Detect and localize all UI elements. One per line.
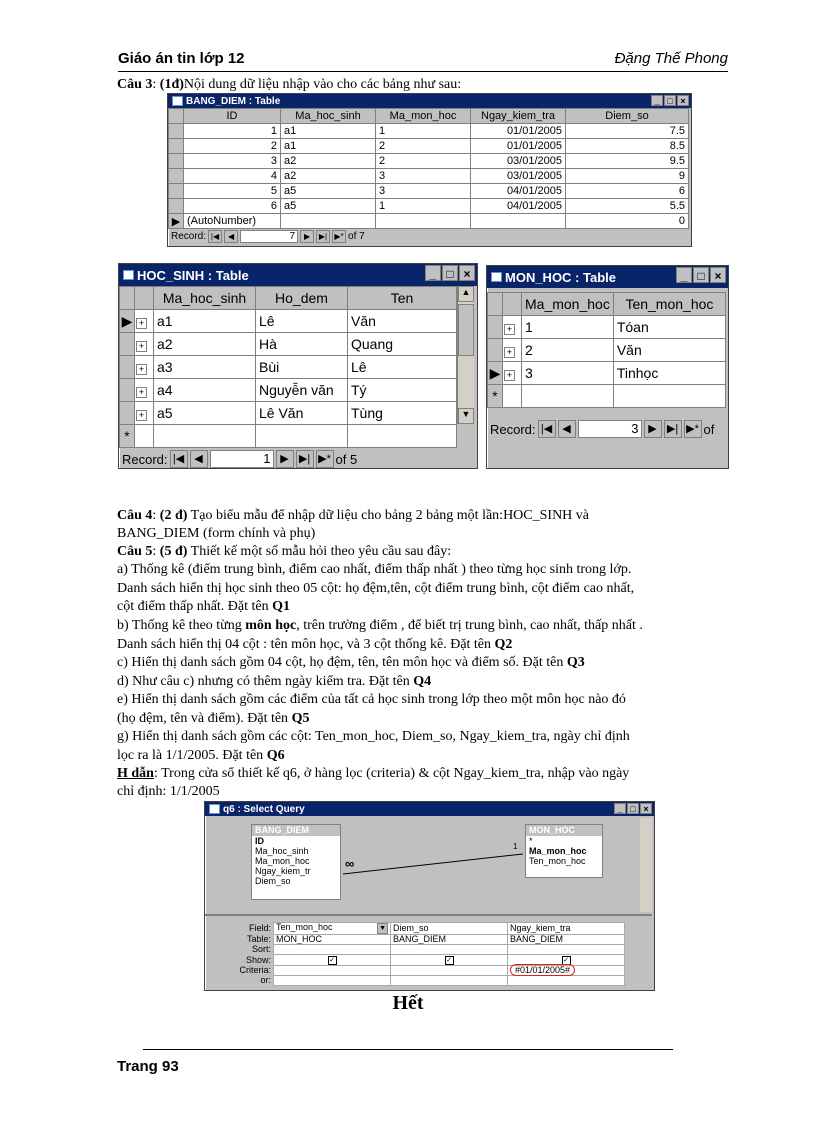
table-cell[interactable]: 3 [376, 184, 471, 199]
table-cell[interactable]: 5 [184, 184, 281, 199]
mon-hoc-field-list[interactable]: MON_HOC * Ma_mon_hoc Ten_mon_hoc [525, 824, 603, 878]
record-number-input[interactable]: 3 [578, 420, 642, 438]
text-line: Danh sách hiển thị học sinh theo 05 cột: họ đệm,tên, cột điểm trung bình, cột điểm cao nhất, [117, 581, 635, 596]
query-grid-cell[interactable] [508, 976, 625, 986]
table-row[interactable] [488, 339, 726, 362]
scroll-down-icon[interactable]: ▼ [458, 408, 474, 424]
text-line: cột điểm thấp nhất. Đặt tên Q1 [117, 599, 291, 614]
table-cell[interactable]: Văn [348, 310, 457, 333]
header-rule [118, 71, 728, 72]
table-cell[interactable]: Tùng [348, 402, 457, 425]
table-row[interactable] [169, 154, 689, 169]
many-side-icon: ∞ [345, 856, 355, 871]
query-grid-row [209, 966, 625, 976]
expand-icon[interactable]: + [135, 333, 154, 356]
first-record-icon[interactable]: |◀ [208, 230, 222, 243]
table-cell[interactable]: 4 [184, 169, 281, 184]
table-cell[interactable]: Nguyễn văn [256, 379, 348, 402]
bang-diem-titlebar [168, 94, 691, 108]
field-item[interactable]: ID [255, 836, 264, 846]
table-cell[interactable]: Văn [613, 339, 725, 362]
vertical-scrollbar[interactable] [457, 286, 474, 424]
table-icon [491, 272, 502, 282]
expand-icon[interactable]: + [135, 356, 154, 379]
new-row[interactable] [169, 214, 689, 229]
table-cell[interactable]: 3 [376, 169, 471, 184]
table-row[interactable] [169, 184, 689, 199]
next-record-icon[interactable]: ▶ [300, 230, 314, 243]
query-row-label: Criteria: [209, 966, 274, 976]
row-selector[interactable] [488, 339, 503, 362]
hoc-sinh-window [118, 263, 478, 469]
table-cell[interactable]: Lê Văn [256, 402, 348, 425]
query-grid-row [209, 923, 625, 935]
mon-hoc-record-nav: Record: |◀ ◀ 3 ▶ ▶| ▶* of [490, 421, 715, 437]
query-grid-cell[interactable] [508, 945, 625, 955]
query-table-pane [207, 818, 640, 912]
minimize-icon[interactable]: _ [676, 267, 692, 283]
table-cell[interactable]: Lê [256, 310, 348, 333]
row-selector[interactable] [120, 402, 135, 425]
next-record-icon[interactable]: ▶ [644, 420, 662, 438]
text-line: (họ đệm, tên và điểm). Đặt tên Q5 [117, 711, 310, 726]
checkbox-icon[interactable]: ✓ [563, 957, 569, 964]
table-cell[interactable]: Lê [348, 356, 457, 379]
table-cell[interactable]: Bùi [256, 356, 348, 379]
query-grid-cell[interactable]: BANG_DIEM [391, 935, 508, 945]
col-header[interactable]: Ten_mon_hoc [613, 293, 725, 316]
query-titlebar [205, 802, 654, 816]
bang-diem-field-list[interactable]: BANG_DIEM ID Ma_hoc_sinh Ma_mon_hoc Ngay_kiem_tr Diem_so [251, 824, 341, 900]
col-header[interactable]: Ten [348, 287, 457, 310]
vertical-scrollbar[interactable] [640, 818, 652, 912]
expand-icon[interactable]: + [503, 316, 522, 339]
maximize-icon[interactable]: □ [627, 803, 639, 814]
cau4-line2: BANG_DIEM (form chính và phụ) [117, 526, 316, 541]
relationship-line [339, 848, 529, 878]
col-header[interactable]: Diem_so [566, 109, 689, 124]
table-row[interactable] [488, 362, 726, 385]
current-row-icon[interactable]: ▶ [488, 362, 503, 385]
current-row-icon: ▶ [169, 214, 184, 229]
table-cell[interactable]: 3 [184, 154, 281, 169]
table-cell[interactable]: a2 [154, 333, 256, 356]
col-header[interactable]: Ma_hoc_sinh [281, 109, 376, 124]
query-grid-cell[interactable] [508, 966, 625, 976]
close-icon[interactable]: × [710, 267, 726, 283]
text-line: g) Hiển thị danh sách gồm các cột: Ten_mon_hoc, Diem_so, Ngay_kiem_tra, ngày chỉ định [117, 729, 630, 744]
maximize-icon[interactable]: □ [664, 95, 676, 106]
table-cell[interactable]: 1 [376, 124, 471, 139]
table-cell[interactable]: a3 [154, 356, 256, 379]
query-grid-row [209, 935, 625, 945]
query-row-label: or: [209, 976, 274, 986]
row-selector[interactable] [488, 316, 503, 339]
hoc-sinh-title: HOC_SINH : Table [137, 267, 249, 283]
query-row-label: Sort: [209, 945, 274, 955]
table-row[interactable] [169, 169, 689, 184]
table-cell[interactable]: 04/01/2005 [471, 184, 566, 199]
mon-hoc-title: MON_HOC : Table [505, 269, 616, 285]
table-cell[interactable]: 1 [376, 199, 471, 214]
row-selector[interactable] [120, 356, 135, 379]
record-number-input[interactable]: 1 [210, 450, 274, 468]
table-row[interactable] [169, 199, 689, 214]
query-grid-cell[interactable] [274, 955, 391, 966]
query-grid-cell[interactable] [274, 976, 391, 986]
hoc-sinh-record-nav: Record: |◀ ◀ 1 ▶ ▶| ▶* of 5 [122, 451, 358, 467]
expand-icon[interactable]: + [503, 362, 522, 385]
field-item[interactable]: Diem_so [255, 876, 291, 886]
table-icon [123, 270, 134, 280]
hoc-sinh-titlebar [119, 264, 477, 286]
query-grid-cell[interactable]: Ten_mon_hoc ▼ [274, 923, 391, 935]
new-row[interactable]: * [120, 425, 457, 448]
scroll-thumb[interactable] [458, 304, 474, 356]
table-cell[interactable] [281, 214, 376, 229]
minimize-icon[interactable]: _ [425, 265, 441, 281]
table-row[interactable] [120, 356, 457, 379]
bang-diem-record-nav: Record: |◀ ◀ 7 ▶ ▶| ▶* of 7 [171, 231, 365, 242]
table-cell[interactable]: 04/01/2005 [471, 199, 566, 214]
header-author: Đặng Thế Phong [614, 50, 728, 67]
prev-record-icon[interactable]: ◀ [224, 230, 238, 243]
col-header[interactable]: Ma_hoc_sinh [154, 287, 256, 310]
table-cell[interactable]: a1 [281, 139, 376, 154]
table-cell[interactable]: 5.5 [566, 199, 689, 214]
table-cell[interactable]: a5 [281, 184, 376, 199]
text-line: d) Như câu c) nhưng có thêm ngày kiểm tra. Đặt tên Q4 [117, 674, 432, 689]
table-cell[interactable]: 0 [566, 214, 689, 229]
text-line: e) Hiển thị danh sách gồm các điểm của tất cả học sinh trong lớp theo một môn học nào đó [117, 692, 626, 707]
table-cell[interactable]: 6 [566, 184, 689, 199]
new-record-icon[interactable]: ▶* [332, 230, 346, 243]
text-line: Danh sách hiển thị 04 cột : tên môn học, và 3 cột thống kê. Đặt tên Q2 [117, 637, 513, 652]
new-record-icon[interactable]: ▶* [684, 420, 702, 438]
query-title: q6 : Select Query [223, 803, 305, 815]
table-cell[interactable]: 01/01/2005 [471, 139, 566, 154]
table-cell[interactable] [376, 214, 471, 229]
prev-record-icon[interactable]: ◀ [190, 450, 208, 468]
table-cell[interactable]: a2 [281, 169, 376, 184]
query-grid-cell[interactable]: MON_HOC [274, 935, 391, 945]
field-item[interactable]: Ma_mon_hoc [529, 846, 587, 856]
field-item[interactable]: Ma_mon_hoc [255, 856, 310, 866]
footer-rule [143, 1049, 673, 1050]
table-cell[interactable]: a5 [154, 402, 256, 425]
expand-icon[interactable]: + [503, 339, 522, 362]
table-cell[interactable]: a2 [281, 154, 376, 169]
expand-icon[interactable]: + [135, 402, 154, 425]
text-line: a) Thống kê (điểm trung bình, điểm cao nhất, điểm thấp nhất ) theo từng học sinh trong lớp. [117, 562, 632, 577]
cau3-line: Câu 3: (1đ)Nội dung dữ liệu nhập vào cho các bảng như sau: [117, 77, 462, 92]
table-cell[interactable]: a5 [281, 199, 376, 214]
text-line: H dẫn: Trong cửa sổ thiết kế q6, ở hàng lọc (criteria) & cột Ngay_kiem_tra, nhập vào ngày [117, 766, 630, 781]
table-cell[interactable]: a1 [154, 310, 256, 333]
table-cell[interactable]: 6 [184, 199, 281, 214]
text-line: chỉ định: 1/1/2005 [117, 784, 220, 799]
field-item[interactable]: Ten_mon_hoc [529, 856, 586, 866]
text-line: lọc ra là 1/1/2005. Đặt tên Q6 [117, 748, 285, 763]
table-row[interactable] [488, 316, 726, 339]
last-record-icon[interactable]: ▶| [316, 230, 330, 243]
row-selector[interactable] [120, 333, 135, 356]
query-grid-cell[interactable]: BANG_DIEM [508, 935, 625, 945]
table-cell[interactable]: 9.5 [566, 154, 689, 169]
close-icon[interactable]: × [640, 803, 652, 814]
query-grid-cell[interactable] [391, 976, 508, 986]
table-cell[interactable]: Quang [348, 333, 457, 356]
cau4-line: Câu 4: (2 đ) Tạo biểu mẫu để nhập dữ liệu cho bảng 2 bảng một lần:HOC_SINH và [117, 508, 590, 523]
query-design-grid [209, 922, 625, 986]
table-cell[interactable] [471, 214, 566, 229]
field-item[interactable]: * [529, 836, 533, 846]
header-title: Giáo án tin lớp 12 [118, 50, 245, 67]
maximize-icon[interactable]: □ [442, 265, 458, 281]
last-record-icon[interactable]: ▶| [664, 420, 682, 438]
row-selector[interactable] [169, 154, 184, 169]
table-cell[interactable]: Hà [256, 333, 348, 356]
current-row-icon[interactable]: ▶ [120, 310, 135, 333]
table-cell[interactable]: 7.5 [566, 124, 689, 139]
query-grid-row [209, 976, 625, 986]
query-grid-cell[interactable] [391, 966, 508, 976]
field-item[interactable]: Ma_hoc_sinh [255, 846, 309, 856]
first-record-icon[interactable]: |◀ [538, 420, 556, 438]
end-label: Hết [392, 992, 424, 1014]
minimize-icon[interactable]: _ [651, 95, 663, 106]
table-cell[interactable]: 2 [376, 139, 471, 154]
expand-icon[interactable]: + [135, 310, 154, 333]
field-item[interactable]: Ngay_kiem_tr [255, 866, 311, 876]
new-record-icon[interactable]: ▶* [316, 450, 334, 468]
row-selector[interactable] [169, 139, 184, 154]
col-header[interactable]: Ho_dem [256, 287, 348, 310]
row-selector[interactable] [169, 124, 184, 139]
text-line: b) Thống kê theo từng môn học, trên trường điểm , để biết trị trung bình, cao nhất, thấp nhất . [117, 618, 643, 633]
one-side-label: 1 [513, 842, 518, 851]
row-selector[interactable] [169, 184, 184, 199]
table-cell[interactable]: (AutoNumber) [184, 214, 281, 229]
next-record-icon[interactable]: ▶ [276, 450, 294, 468]
close-icon[interactable]: × [677, 95, 689, 106]
table-cell[interactable]: Tinhọc [613, 362, 725, 385]
query-row-label: Field: [209, 923, 274, 935]
table-cell[interactable]: 01/01/2005 [471, 124, 566, 139]
query-icon [209, 804, 220, 814]
query-row-label: Show: [209, 955, 274, 966]
criteria-value: #01/01/2005# [510, 964, 575, 976]
query-grid-cell[interactable] [391, 955, 508, 966]
checkbox-icon[interactable]: ✓ [446, 957, 452, 964]
col-header[interactable]: Ngay_kiem_tra [471, 109, 566, 124]
table-cell[interactable]: Tóan [613, 316, 725, 339]
query-grid-cell[interactable] [274, 945, 391, 955]
maximize-icon[interactable]: □ [693, 267, 709, 283]
table-row[interactable] [120, 333, 457, 356]
table-cell[interactable]: 03/01/2005 [471, 154, 566, 169]
page-number: Trang 93 [117, 1058, 179, 1075]
table-cell[interactable]: 2 [522, 339, 614, 362]
bang-diem-title: BANG_DIEM : Table [186, 95, 281, 107]
prev-record-icon[interactable]: ◀ [558, 420, 576, 438]
bang-diem-grid [168, 108, 689, 229]
table-row[interactable] [169, 139, 689, 154]
dropdown-arrow-icon[interactable]: ▼ [379, 925, 386, 932]
pane-splitter[interactable] [205, 914, 652, 916]
text-line: c) Hiển thị danh sách gồm 04 cột, họ đệm, tên, tên môn học và điểm số. Đặt tên Q3 [117, 655, 585, 670]
scroll-up-icon[interactable]: ▲ [458, 286, 474, 302]
query-grid-cell[interactable]: Ngay_kiem_tra [508, 923, 625, 935]
record-number-input[interactable]: 7 [240, 230, 298, 243]
table-cell[interactable]: 2 [184, 139, 281, 154]
table-cell[interactable]: 2 [376, 154, 471, 169]
cau5-line: Câu 5: (5 đ) Thiết kế một số mẫu hỏi theo yêu cầu sau đây: [117, 544, 452, 559]
table-row[interactable] [169, 124, 689, 139]
query-grid-cell[interactable] [391, 945, 508, 955]
table-cell[interactable]: a4 [154, 379, 256, 402]
table-row[interactable] [120, 379, 457, 402]
table-icon [172, 96, 183, 106]
table-cell[interactable]: 9 [566, 169, 689, 184]
select-query-window [204, 801, 655, 991]
mon-hoc-window [486, 265, 729, 469]
col-header[interactable]: Ma_mon_hoc [522, 293, 614, 316]
bang-diem-window [167, 93, 692, 247]
query-grid-cell[interactable]: Diem_so [391, 923, 508, 935]
row-selector[interactable] [169, 169, 184, 184]
query-grid-row [209, 945, 625, 955]
minimize-icon[interactable]: _ [614, 803, 626, 814]
table-row[interactable] [120, 310, 457, 333]
query-row-label: Table: [209, 935, 274, 945]
row-selector[interactable] [169, 199, 184, 214]
mon-hoc-titlebar [487, 266, 728, 288]
table-cell[interactable]: a1 [281, 124, 376, 139]
query-grid-cell[interactable] [274, 966, 391, 976]
first-record-icon[interactable]: |◀ [170, 450, 188, 468]
close-icon[interactable]: × [459, 265, 475, 281]
table-cell[interactable]: 1 [184, 124, 281, 139]
checkbox-icon[interactable]: ✓ [329, 957, 335, 964]
table-cell[interactable]: 8.5 [566, 139, 689, 154]
table-cell[interactable]: 3 [522, 362, 614, 385]
table-cell[interactable]: Tý [348, 379, 457, 402]
col-header[interactable]: ID [184, 109, 281, 124]
table-cell[interactable]: 03/01/2005 [471, 169, 566, 184]
new-row[interactable]: * [488, 385, 726, 408]
col-header[interactable]: Ma_mon_hoc [376, 109, 471, 124]
expand-icon[interactable]: + [135, 379, 154, 402]
row-selector[interactable] [120, 379, 135, 402]
hoc-sinh-grid [119, 286, 457, 448]
mon-hoc-grid [487, 292, 726, 408]
table-row[interactable] [120, 402, 457, 425]
table-cell[interactable]: 1 [522, 316, 614, 339]
last-record-icon[interactable]: ▶| [296, 450, 314, 468]
